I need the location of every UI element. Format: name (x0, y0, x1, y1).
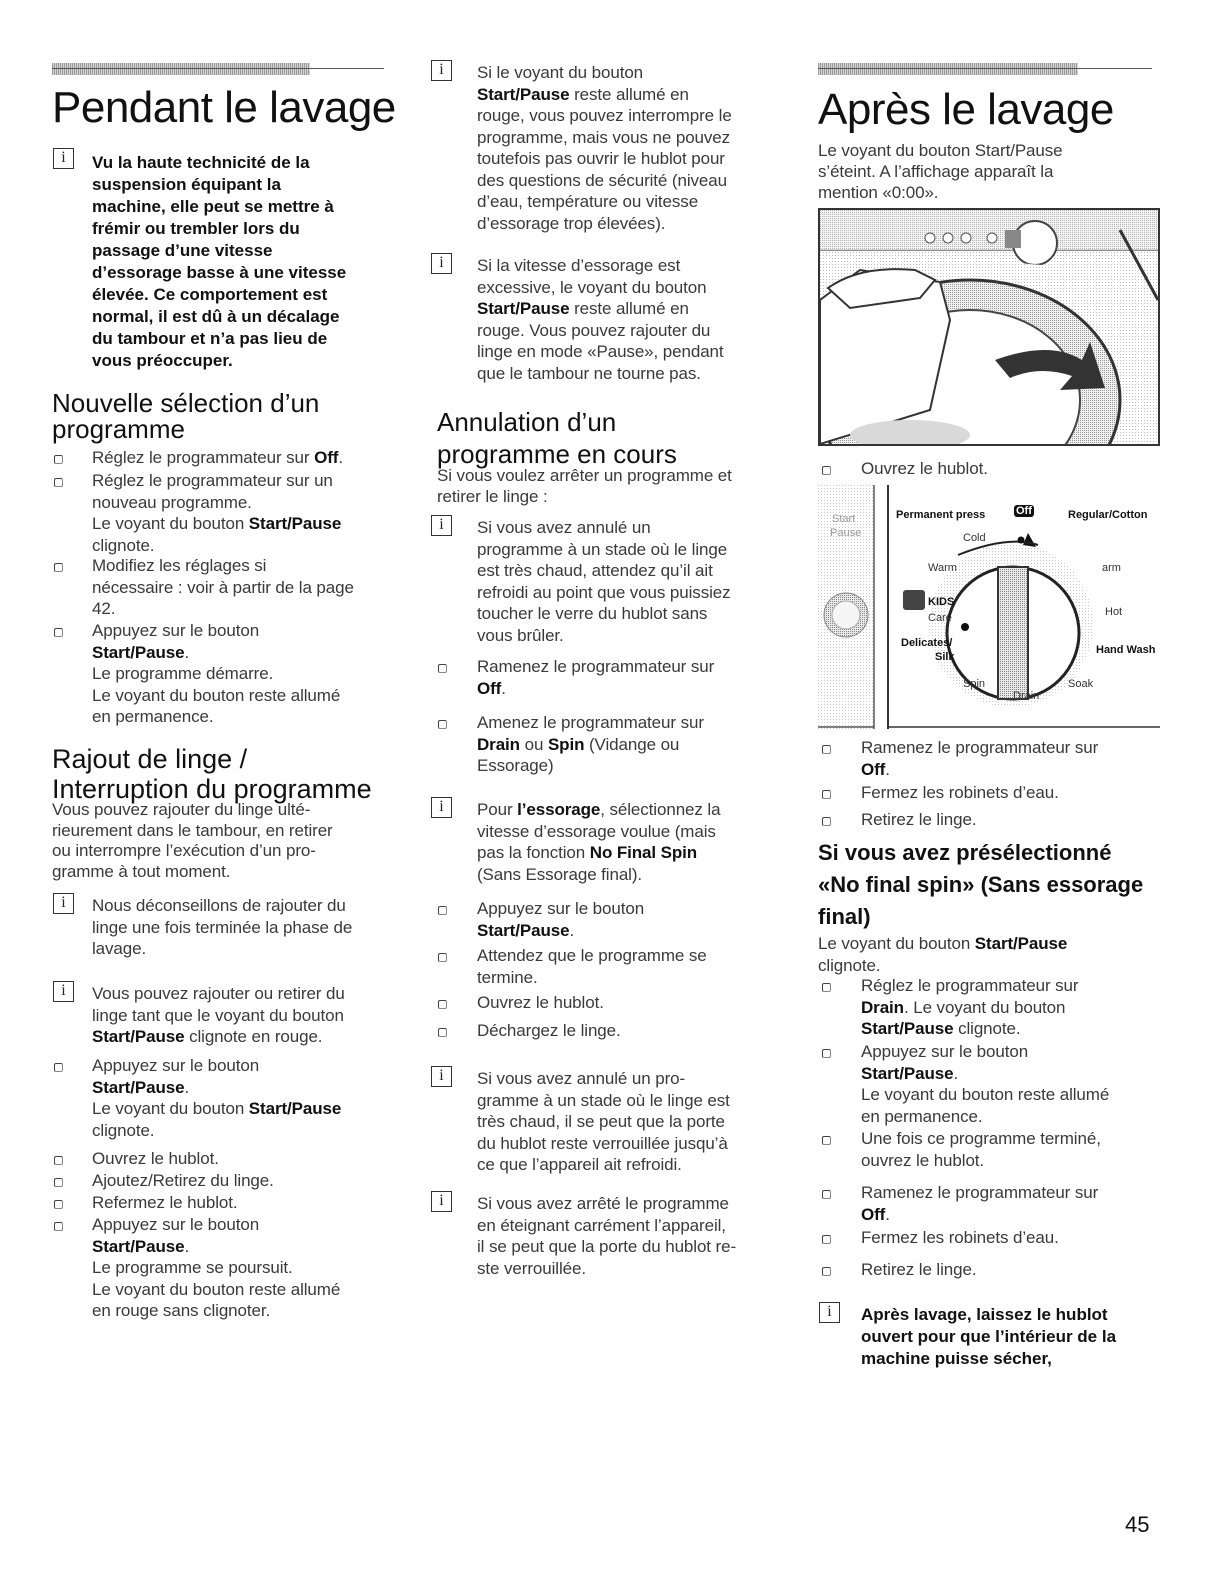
step-nouveau-programme: Réglez le programmateur sur un nouveau programme. Le voyant du bouton Start/Pause clignote. (92, 471, 342, 555)
note-linge-chaud: Si vous avez annulé un programme à un stade où le linge est très chaud, attendez qu’il ait refroidi au point que vous puissiez toucher le verre du hublot sans vous brûler. (477, 518, 731, 645)
step-reglez-drain: Réglez le programmateur sur Drain. Le voyant du bouton Start/Pause clignote. (861, 976, 1079, 1038)
note-rajouter-retirer: Vous pouvez rajouter ou retirer du linge tant que le voyant du bouton Start/Pause clignote en rouge. (92, 984, 345, 1046)
bullet-icon (54, 563, 63, 572)
note-essorage: Pour l’essorage, sélectionnez la vitesse d’essorage voulue (mais pas la fonction No Final Spin (Sans Essorage final). (477, 800, 721, 884)
rajout-intro: Vous pouvez rajouter du linge ulté- rieurement dans le tambour, en retirer ou interrompre l’exécution d’un pro- gramme à tout moment. (52, 800, 333, 881)
info-icon: i (431, 1066, 452, 1087)
step-attendez: Attendez que le programme se termine. (477, 946, 707, 987)
dial-label-drain: Drain (1013, 690, 1040, 702)
bullet-icon (54, 1156, 63, 1165)
bullet-icon (54, 455, 63, 464)
note-laisser-hublot-ouvert: Après lavage, laissez le hublot ouvert pour que l’intérieur de la machine puisse sécher, (861, 1305, 1117, 1368)
bullet-icon (54, 628, 63, 637)
step-appuyez-start-add: Appuyez sur le bouton Start/Pause. Le voyant du bouton Start/Pause clignote. (92, 1056, 342, 1140)
bullet-icon (54, 1200, 63, 1209)
bullet-icon (438, 1028, 447, 1037)
step-ramenez-off-nfs: Ramenez le programmateur sur Off. (861, 1183, 1099, 1224)
info-icon: i (431, 797, 452, 818)
dial-label-kids: KIDS (928, 596, 955, 608)
nfs-intro: Le voyant du bouton Start/Pause clignote. (818, 934, 1068, 975)
heading-annulation: Annulation d’un programme en cours (437, 407, 677, 469)
note-porte-verrouillee: Si vous avez annulé un pro- gramme à un stade où le linge est très chaud, il se peut que la porte du hublot reste verrouillée jusqu’à ce que l’appareil ait refroidi. (477, 1069, 730, 1174)
dial-label-warm-left: Warm (928, 562, 957, 574)
step-ouvrez-hublot-2: Ouvrez le hublot. (477, 993, 604, 1012)
dial-label-regular-cotton: Regular/Cotton (1068, 509, 1148, 521)
step-ramenez-off: Ramenez le programmateur sur Off. (477, 657, 715, 698)
step-appuyez-start-cancel: Appuyez sur le bouton Start/Pause. (477, 899, 645, 940)
step-appuyez-start: Appuyez sur le bouton Start/Pause. Le programme démarre. Le voyant du bouton reste allumé en permanence. (92, 621, 341, 726)
heading-rajout-linge: Rajout de linge / Interruption du programme (52, 744, 372, 804)
dial-label-permanent-press: Permanent press (896, 509, 986, 521)
header-rule-bar-left (52, 63, 310, 75)
step-retirez-linge: Retirez le linge. (861, 810, 977, 829)
heading-nouvelle-selection: Nouvelle sélection d’un programme (52, 388, 320, 444)
dial-label-spin: Spin (963, 678, 986, 690)
info-icon: i (53, 148, 74, 169)
step-programme-termine: Une fois ce programme terminé, ouvrez le hublot. (861, 1129, 1101, 1170)
note-deconseillons: Nous déconseillons de rajouter du linge une fois terminée la phase de lavage. (92, 896, 353, 958)
dial-label-cold: Cold (963, 532, 986, 544)
dial-label-delicates: Delicates/ (901, 637, 953, 649)
page-title-pendant: Pendant le lavage (52, 83, 396, 132)
bullet-icon (822, 983, 831, 992)
info-icon: i (431, 60, 452, 81)
page-title-apres: Après le lavage (818, 85, 1114, 134)
bullet-icon (54, 1222, 63, 1231)
info-icon: i (431, 1191, 452, 1212)
step-ramenez-off-apres: Ramenez le programmateur sur Off. (861, 738, 1099, 779)
step-refermez-hublot: Refermez le hublot. (92, 1193, 238, 1212)
note-voyant-rouge: Si le voyant du bouton Start/Pause reste allumé en rouge, vous pouvez interrompre le programme, mais vous ne pouvez toutefois pas ouvrir le hublot pour des questions de sécurité (niveau d’eau, température ou vitesse d’essorage trop élevées). (477, 63, 732, 233)
info-icon: i (53, 981, 74, 1002)
bullet-icon (822, 466, 831, 475)
heading-no-final-spin: Si vous avez présélectionné «No final spin» (Sans essorage final) (818, 840, 1144, 929)
info-icon: i (431, 515, 452, 536)
step-ouvrez-hublot: Ouvrez le hublot. (92, 1149, 219, 1168)
bullet-icon (822, 790, 831, 799)
note-vitesse-excessive: Si la vitesse d’essorage est excessive, le voyant du bouton Start/Pause reste allumé en rouge. Vous pouvez rajouter du linge en mode «Pause», pendant que le tambour ne tourne pas. (477, 256, 724, 383)
bullet-icon (438, 953, 447, 962)
machine-door-illustration (818, 208, 1160, 446)
dial-label-off: Off (1016, 505, 1032, 517)
header-rule-line-right (818, 68, 1152, 69)
bullet-icon (54, 1063, 63, 1072)
dial-label-warm-right: arm (1102, 562, 1121, 574)
step-dechargez: Déchargez le linge. (477, 1021, 621, 1040)
dial-label-soak: Soak (1068, 678, 1094, 690)
program-dial-illustration (818, 485, 1160, 729)
bullet-icon (822, 1267, 831, 1276)
dial-label-silk: Silk (935, 651, 955, 663)
step-regler-off: Réglez le programmateur sur Off. (92, 448, 343, 467)
bullet-icon (822, 1190, 831, 1199)
header-rule-bar-right (818, 63, 1078, 75)
caption-ouvrez-hublot: Ouvrez le hublot. (861, 459, 988, 478)
dial-label-hot: Hot (1105, 606, 1123, 618)
step-modifiez-reglages: Modifiez les réglages si nécessaire : voir à partir de la page 42. (92, 556, 354, 618)
step-appuyez-start-nfs: Appuyez sur le bouton Start/Pause. Le voyant du bouton reste allumé en permanence. (861, 1042, 1110, 1126)
machine-door-drawing (820, 210, 1158, 444)
info-icon: i (431, 253, 452, 274)
step-ajoutez-retirez: Ajoutez/Retirez du linge. (92, 1171, 274, 1190)
dial-label-pause: Pause (830, 527, 862, 539)
bullet-icon (822, 817, 831, 826)
bullet-icon (822, 1235, 831, 1244)
bullet-icon (438, 1000, 447, 1009)
bullet-icon (822, 1136, 831, 1145)
bullet-icon (822, 745, 831, 754)
bullet-icon (822, 1049, 831, 1058)
step-fermez-robinets-nfs: Fermez les robinets d’eau. (861, 1228, 1059, 1247)
info-icon: i (819, 1302, 840, 1323)
dial-label-care: Care (928, 612, 952, 624)
annulation-intro: Si vous voulez arrêter un programme et retirer le linge : (437, 466, 732, 506)
step-fermez-robinets: Fermez les robinets d’eau. (861, 783, 1059, 802)
note-arret-appareil: Si vous avez arrêté le programme en éteignant carrément l’appareil, il se peut que la porte du hublot re- ste verrouillée. (477, 1194, 737, 1278)
bullet-icon (54, 478, 63, 487)
header-rule-line-left (52, 68, 384, 69)
info-icon: i (53, 893, 74, 914)
step-appuyez-reprise: Appuyez sur le bouton Start/Pause. Le programme se poursuit. Le voyant du bouton reste allumé en rouge sans clignoter. (92, 1215, 341, 1320)
page-number: 45 (1125, 1512, 1150, 1537)
step-retirez-linge-nfs: Retirez le linge. (861, 1260, 977, 1279)
dial-label-start: Start (832, 513, 856, 525)
bullet-icon (438, 720, 447, 729)
step-amenez-drain: Amenez le programmateur sur Drain ou Spin (Vidange ou Essorage) (477, 713, 704, 775)
bullet-icon (438, 906, 447, 915)
dial-label-hand-wash: Hand Wash (1096, 644, 1156, 656)
apres-intro: Le voyant du bouton Start/Pause s’éteint. A l’affichage apparaît la mention «0:00». (818, 141, 1063, 202)
bullet-icon (54, 1178, 63, 1187)
note-suspension: Vu la haute technicité de la suspension équipant la machine, elle peut se mettre à frémir ou trembler lors du passage d’une vitesse d’essorage basse à une vitesse élevée. Ce comportement est normal, il est dû à un décalage du tambour et n’a pas lieu de vous préoccuper. (92, 153, 347, 370)
bullet-icon (438, 664, 447, 673)
